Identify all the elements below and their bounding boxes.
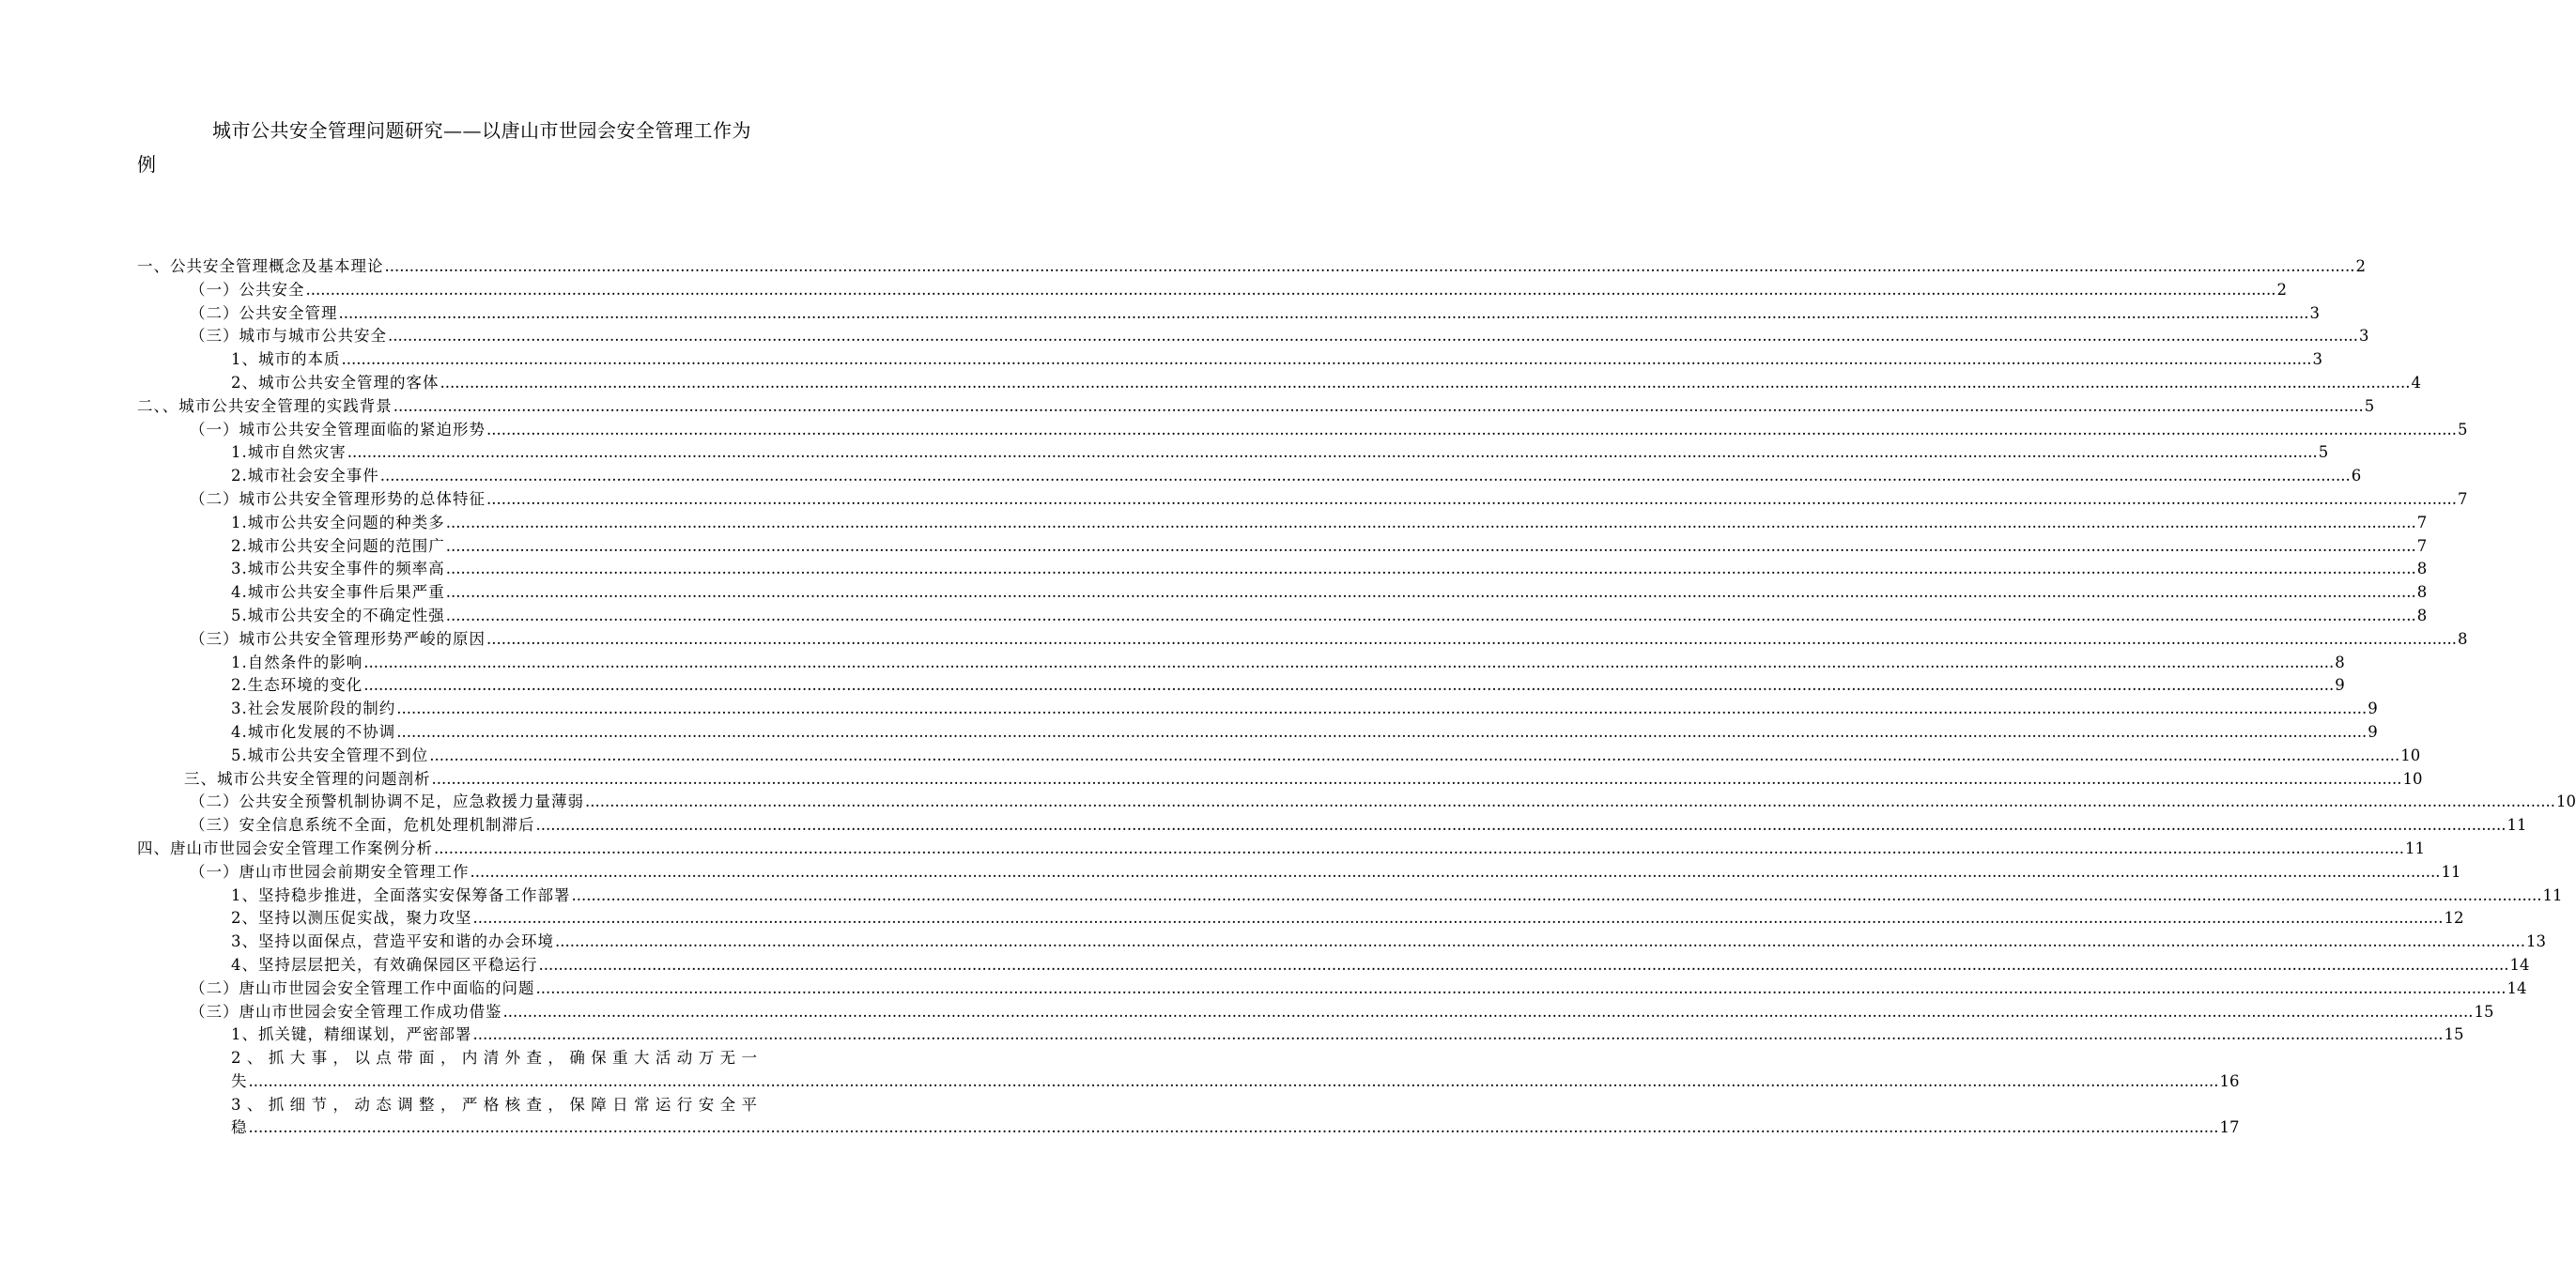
toc-page-number: 9 xyxy=(2335,676,2345,695)
toc-page-number: 2 xyxy=(2355,257,2366,275)
toc-entry[interactable] xyxy=(137,745,2421,768)
toc-leader-dots: ................................................................................................................................................................................................................................................................................................................................................................................................................ xyxy=(571,885,2542,904)
toc-entry-label: （二）公共安全管理 xyxy=(190,303,338,322)
toc-entry-label: （三）城市与城市公共安全 xyxy=(190,327,387,346)
toc-entry-label: 2.城市公共安全问题的范围广 xyxy=(231,536,445,555)
toc-page-number: 15 xyxy=(2474,1002,2494,1021)
toc-entry-label: 1.城市公共安全问题的种类多 xyxy=(231,513,445,531)
toc-page-number: 11 xyxy=(2507,816,2527,835)
document-title: 城市公共安全管理问题研究——以唐山市世园会安全管理工作为例 xyxy=(137,119,751,176)
toc-entry[interactable] xyxy=(137,768,2423,792)
toc-entry-label: （一）城市公共安全管理面临的紧迫形势 xyxy=(190,420,486,439)
toc-entry[interactable] xyxy=(137,372,2421,395)
toc-page-number: 14 xyxy=(2507,978,2527,997)
toc-entry-label: （二）唐山市世园会安全管理工作中面临的问题 xyxy=(190,978,535,997)
toc-entry-label: 三、城市公共安全管理的问题剖析 xyxy=(184,769,431,788)
toc-leader-dots: ................................................................................................................................................................................................................................................................................................................................................................................................................ xyxy=(486,489,2457,508)
toc-entry-label: 3.城市公共安全事件的频率高 xyxy=(231,560,445,578)
toc-page-number: 9 xyxy=(2368,722,2378,741)
toc-leader-dots: ................................................................................................................................................................................................................................................................................................................................................................................................................ xyxy=(384,257,2355,275)
toc-entry-label: 4.城市化发展的不协调 xyxy=(231,722,396,741)
toc-page-number: 3 xyxy=(2309,303,2320,322)
toc-entry[interactable] xyxy=(137,791,2576,814)
toc-entry[interactable] xyxy=(137,814,2527,838)
toc-page-number: 7 xyxy=(2416,513,2428,531)
toc-page-number: 5 xyxy=(2318,443,2329,462)
toc-page-number: 3 xyxy=(2312,350,2322,369)
toc-entry[interactable] xyxy=(137,441,2329,465)
toc-leader-dots: ................................................................................................................................................................................................................................................................................................................................................................................................................ xyxy=(305,280,2276,299)
toc-entry[interactable] xyxy=(137,348,2322,372)
toc-page-number: 10 xyxy=(2402,769,2423,788)
toc-entry-label: （二）城市公共安全管理形势的总体特征 xyxy=(190,489,486,508)
toc-entry[interactable] xyxy=(137,698,2378,721)
toc-entry-label: 3.社会发展阶段的制约 xyxy=(231,700,396,718)
toc-page-number: 5 xyxy=(2364,396,2375,415)
toc-entry-label: （三）唐山市世园会安全管理工作成功借鉴 xyxy=(190,1002,502,1021)
toc-entry[interactable] xyxy=(137,838,2425,861)
toc-page-number: 11 xyxy=(2404,839,2425,857)
toc-entry-label-continued: 稳 xyxy=(231,1118,248,1137)
toc-page-number: 9 xyxy=(2368,700,2378,718)
toc-entry[interactable] xyxy=(137,628,2468,652)
toc-page-number: 8 xyxy=(2335,653,2345,671)
toc-entry-label: 2.生态环境的变化 xyxy=(231,676,363,695)
toc-entry-label: （三）城市公共安全管理形势严峻的原因 xyxy=(190,629,486,648)
toc-page-number: 10 xyxy=(2400,746,2421,764)
toc-entry-label: 2、城市公共安全管理的客体 xyxy=(231,373,440,392)
toc-entry-label: （一）唐山市世园会前期安全管理工作 xyxy=(190,862,470,881)
toc-entry[interactable] xyxy=(137,977,2527,1001)
toc-entry[interactable] xyxy=(137,512,2428,535)
toc-leader-dots: ................................................................................................................................................................................................................................................................................................................................................................................................................ xyxy=(535,816,2507,835)
toc-entry[interactable] xyxy=(137,1001,2494,1024)
toc-entry[interactable] xyxy=(137,255,2366,279)
toc-leader-dots: ................................................................................................................................................................................................................................................................................................................................................................................................................ xyxy=(396,722,2368,741)
toc-leader-dots: ................................................................................................................................................................................................................................................................................................................................................................................................................ xyxy=(440,373,2411,392)
toc-entry[interactable] xyxy=(137,395,2375,419)
toc-entry[interactable] xyxy=(137,861,2461,885)
toc-entry[interactable] xyxy=(137,652,2345,675)
toc-page-number: 10 xyxy=(2555,793,2576,811)
toc-entry-label: 1.城市自然灾害 xyxy=(231,443,347,462)
toc-leader-dots: ................................................................................................................................................................................................................................................................................................................................................................................................................ xyxy=(470,862,2441,881)
toc-page-number: 4 xyxy=(2411,373,2421,392)
toc-entry-label: 1、城市的本质 xyxy=(231,350,341,369)
toc-page-number: 15 xyxy=(2444,1025,2464,1044)
toc-entry-label: 二、、城市公共安全管理的实践背景 xyxy=(137,396,393,415)
toc-leader-dots: ................................................................................................................................................................................................................................................................................................................................................................................................................ xyxy=(555,932,2525,951)
toc-entry-label: 4、坚持层层把关，有效确保园区平稳运行 xyxy=(231,955,538,974)
toc-entry[interactable] xyxy=(137,885,2563,908)
toc-entry[interactable] xyxy=(137,1023,2464,1047)
toc-entry-label: 1、抓关键，精细谋划，严密部署 xyxy=(231,1025,472,1044)
toc-page-number: 11 xyxy=(2542,885,2563,904)
toc-leader-dots: ................................................................................................................................................................................................................................................................................................................................................................................................................ xyxy=(396,700,2368,718)
toc-leader-dots: ................................................................................................................................................................................................................................................................................................................................................................................................................ xyxy=(445,513,2416,531)
toc-page-number: 7 xyxy=(2416,536,2428,555)
toc-page-number: 14 xyxy=(2509,955,2530,974)
toc-entry-label: （三）安全信息系统不全面，危机处理机制滞后 xyxy=(190,816,535,835)
toc-page-number: 2 xyxy=(2276,280,2287,299)
toc-entry[interactable] xyxy=(137,488,2468,512)
toc-leader-dots: ................................................................................................................................................................................................................................................................................................................................................................................................................ xyxy=(248,1118,2219,1137)
toc-entry[interactable] xyxy=(137,581,2428,605)
toc-entry[interactable] xyxy=(137,931,2546,954)
toc-entry[interactable] xyxy=(137,674,2345,698)
toc-entry-label-continued: 失 xyxy=(231,1071,248,1090)
toc-page-number: 8 xyxy=(2416,606,2428,624)
toc-entry-label: （二）公共安全预警机制协调不足，应急救援力量薄弱 xyxy=(190,793,584,811)
toc-page-number: 7 xyxy=(2457,489,2468,508)
toc-entry-label: 5.城市公共安全的不确定性强 xyxy=(231,606,445,624)
toc-entry-label: 2.城市社会安全事件 xyxy=(231,467,379,485)
toc-page-number: 11 xyxy=(2441,862,2461,881)
toc-entry[interactable] xyxy=(137,419,2468,442)
toc-leader-dots: ................................................................................................................................................................................................................................................................................................................................................................................................................ xyxy=(363,676,2335,695)
table-of-contents xyxy=(137,255,2576,1140)
toc-leader-dots: ................................................................................................................................................................................................................................................................................................................................................................................................................ xyxy=(445,560,2416,578)
toc-leader-dots: ................................................................................................................................................................................................................................................................................................................................................................................................................ xyxy=(502,1002,2474,1021)
toc-page-number: 8 xyxy=(2457,629,2468,648)
toc-page-number: 6 xyxy=(2351,467,2362,485)
toc-entry[interactable] xyxy=(137,954,2530,977)
toc-entry-label: 一、公共安全管理概念及基本理论 xyxy=(137,257,384,275)
toc-entry[interactable] xyxy=(137,465,2362,488)
toc-page-number: 3 xyxy=(2358,327,2369,346)
toc-entry-label: 1.自然条件的影响 xyxy=(231,653,363,671)
toc-leader-dots: ................................................................................................................................................................................................................................................................................................................................................................................................................ xyxy=(338,303,2309,322)
toc-entry[interactable] xyxy=(137,279,2287,302)
toc-entry-label: 2、抓大事，以点带面，内清外查，确保重大活动万无一 xyxy=(231,1049,758,1068)
toc-entry[interactable] xyxy=(137,302,2320,326)
toc-entry-label: 3、抓细节，动态调整，严格核查，保障日常运行安全平 xyxy=(231,1095,758,1114)
toc-leader-dots: ................................................................................................................................................................................................................................................................................................................................................................................................................ xyxy=(434,839,2404,857)
toc-entry[interactable] xyxy=(137,1047,2240,1094)
toc-leader-dots: ................................................................................................................................................................................................................................................................................................................................................................................................................ xyxy=(535,978,2507,997)
toc-leader-dots: ................................................................................................................................................................................................................................................................................................................................................................................................................ xyxy=(585,793,2555,811)
toc-entry-label: 5.城市公共安全管理不到位 xyxy=(231,746,429,764)
toc-leader-dots: ................................................................................................................................................................................................................................................................................................................................................................................................................ xyxy=(486,629,2457,648)
toc-entry[interactable] xyxy=(137,1094,2240,1141)
toc-entry-label: 3、坚持以面保点，营造平安和谐的办会环境 xyxy=(231,932,554,951)
toc-leader-dots: ................................................................................................................................................................................................................................................................................................................................................................................................................ xyxy=(472,1025,2444,1044)
toc-entry-label: 2、坚持以测压促实战，聚力攻坚 xyxy=(231,909,472,928)
toc-entry-label: 1、坚持稳步推进，全面落实安保筹备工作部署 xyxy=(231,885,571,904)
toc-page-number: 8 xyxy=(2416,560,2428,578)
toc-leader-dots: ................................................................................................................................................................................................................................................................................................................................................................................................................ xyxy=(472,909,2444,928)
toc-entry[interactable] xyxy=(137,721,2378,745)
toc-page-number: 5 xyxy=(2457,420,2468,439)
toc-leader-dots: ................................................................................................................................................................................................................................................................................................................................................................................................................ xyxy=(379,467,2351,485)
toc-entry[interactable] xyxy=(137,558,2428,581)
toc-page-number: 8 xyxy=(2416,583,2428,602)
toc-page-number: 17 xyxy=(2219,1118,2240,1137)
toc-page-number: 13 xyxy=(2525,932,2546,951)
toc-leader-dots: ................................................................................................................................................................................................................................................................................................................................................................................................................ xyxy=(393,396,2364,415)
toc-leader-dots: ................................................................................................................................................................................................................................................................................................................................................................................................................ xyxy=(248,1071,2219,1090)
toc-leader-dots: ................................................................................................................................................................................................................................................................................................................................................................................................................ xyxy=(486,420,2457,439)
toc-leader-dots: ................................................................................................................................................................................................................................................................................................................................................................................................................ xyxy=(445,536,2416,555)
toc-leader-dots: ................................................................................................................................................................................................................................................................................................................................................................................................................ xyxy=(341,350,2312,369)
toc-leader-dots: ................................................................................................................................................................................................................................................................................................................................................................................................................ xyxy=(429,746,2400,764)
toc-leader-dots: ................................................................................................................................................................................................................................................................................................................................................................................................................ xyxy=(347,443,2318,462)
toc-leader-dots: ................................................................................................................................................................................................................................................................................................................................................................................................................ xyxy=(445,606,2416,624)
toc-page-number: 12 xyxy=(2444,909,2464,928)
toc-entry-label: （一）公共安全 xyxy=(190,280,305,299)
toc-page-number: 16 xyxy=(2219,1071,2240,1090)
toc-entry[interactable] xyxy=(137,325,2369,348)
toc-leader-dots: ................................................................................................................................................................................................................................................................................................................................................................................................................ xyxy=(538,955,2509,974)
toc-entry[interactable] xyxy=(137,907,2464,931)
toc-leader-dots: ................................................................................................................................................................................................................................................................................................................................................................................................................ xyxy=(445,583,2416,602)
toc-entry[interactable] xyxy=(137,605,2428,628)
toc-entry[interactable] xyxy=(137,535,2428,559)
toc-leader-dots: ................................................................................................................................................................................................................................................................................................................................................................................................................ xyxy=(388,327,2358,346)
toc-entry-label: 4.城市公共安全事件后果严重 xyxy=(231,583,445,602)
toc-leader-dots: ................................................................................................................................................................................................................................................................................................................................................................................................................ xyxy=(363,653,2335,671)
toc-entry-label: 四、唐山市世园会安全管理工作案例分析 xyxy=(137,839,433,857)
toc-leader-dots: ................................................................................................................................................................................................................................................................................................................................................................................................................ xyxy=(431,769,2402,788)
